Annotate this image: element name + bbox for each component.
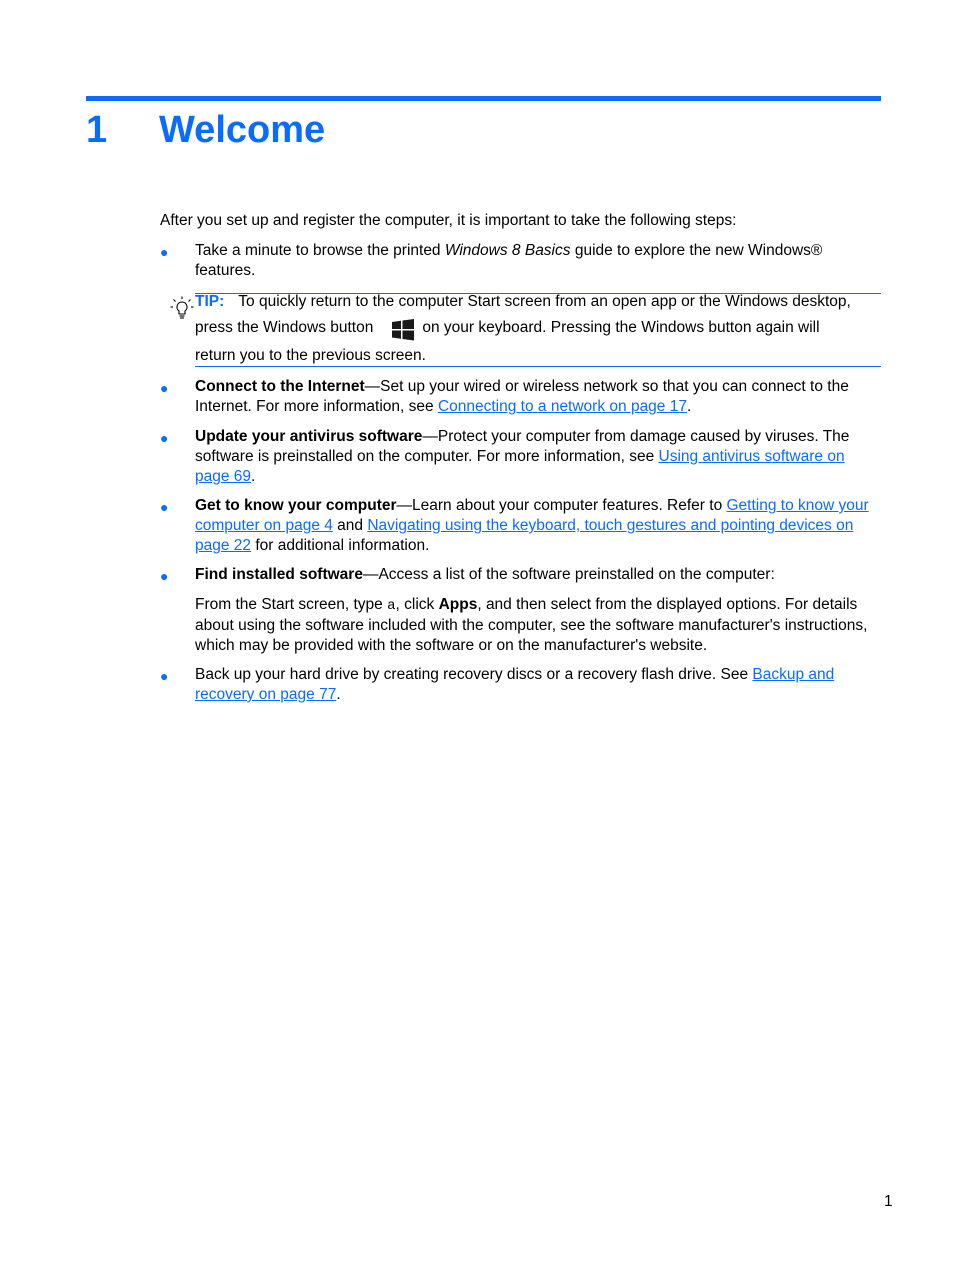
- link-antivirus-software[interactable]: Using antivirus software on page 69: [195, 448, 845, 485]
- chapter-title: Welcome: [159, 109, 326, 151]
- item-text: —Access a list of the software preinstalled on the computer:: [362, 566, 775, 583]
- item-text: .: [336, 686, 341, 703]
- bullet-icon: ●: [160, 380, 169, 396]
- typed-key: a: [387, 598, 396, 614]
- item-heading: Connect to the Internet: [195, 378, 365, 395]
- item-text: , and then select from the displayed options. For details about using the software included with the computer, see the software manufacturer's instructions, which may be provided with the software or on the manufacturer's website.: [195, 596, 868, 654]
- bullet-icon: ●: [160, 668, 169, 684]
- tip-text: on your keyboard. Pressing the Windows button again will: [422, 319, 820, 336]
- item-text: —Set up your wired or wireless network so that you can connect to the Internet. For more information, see: [195, 378, 849, 415]
- guide-title: Windows 8 Basics: [444, 242, 571, 259]
- list-item-backup: [195, 665, 881, 705]
- tip-line-2: [195, 318, 820, 338]
- item-text: Take a minute to browse the printed: [195, 242, 445, 259]
- item-text: Back up your hard drive by creating recovery discs or a recovery flash drive. See: [195, 666, 753, 683]
- item-text: From the Start screen, type: [195, 596, 388, 613]
- link-backup-recovery[interactable]: Backup and recovery on page 77: [195, 666, 835, 703]
- tip-line-3: return you to the previous screen.: [195, 347, 426, 364]
- intro-paragraph: After you set up and register the computer, it is important to take the following steps:: [160, 212, 737, 229]
- link-navigating-keyboard[interactable]: Navigating using the keyboard, touch gestures and pointing devices on page 22: [195, 517, 854, 554]
- sub-paragraph-apps: [195, 595, 881, 656]
- list-item-basics: [195, 241, 881, 281]
- chapter-rule: [86, 96, 881, 101]
- item-heading: Update your antivirus software: [195, 428, 423, 445]
- bullet-icon: ●: [160, 244, 169, 260]
- bullet-icon: ●: [160, 499, 169, 515]
- item-text: .: [686, 398, 692, 415]
- list-item-installed-software: [195, 565, 881, 585]
- tip-text: To quickly return to the computer Start screen from an open app or the Windows desktop,: [238, 293, 851, 310]
- item-text: .: [251, 468, 256, 485]
- tip-label: TIP:: [195, 293, 225, 310]
- apps-label: Apps: [438, 596, 478, 613]
- item-text: and: [332, 517, 368, 534]
- chapter-number: 1: [86, 109, 108, 151]
- item-heading: Get to know your computer: [195, 497, 397, 514]
- item-heading: Find installed software: [195, 566, 363, 583]
- list-item-know-computer: [195, 496, 881, 556]
- item-text: guide to explore the new Windows® features.: [195, 242, 823, 279]
- link-getting-to-know[interactable]: Getting to know your computer on page 4: [195, 497, 869, 534]
- list-item-antivirus: [195, 427, 881, 487]
- bullet-icon: ●: [160, 568, 169, 584]
- tip-line-1: [195, 292, 851, 312]
- list-item-internet: [195, 377, 881, 417]
- bullet-icon: ●: [160, 430, 169, 446]
- tip-text: press the Windows button: [195, 319, 374, 336]
- item-text: —Protect your computer from damage caused by viruses. The software is preinstalled on the computer. For more information, see: [195, 428, 850, 465]
- windows-logo-icon: [391, 318, 415, 342]
- item-text: —Learn about your computer features. Refer to: [396, 497, 727, 514]
- page-number: 1: [884, 1193, 893, 1210]
- item-text: for additional information.: [251, 537, 430, 554]
- link-connecting-to-network[interactable]: Connecting to a network on page 17: [437, 398, 687, 415]
- item-text: , click: [395, 596, 439, 613]
- lightbulb-icon: [170, 296, 194, 320]
